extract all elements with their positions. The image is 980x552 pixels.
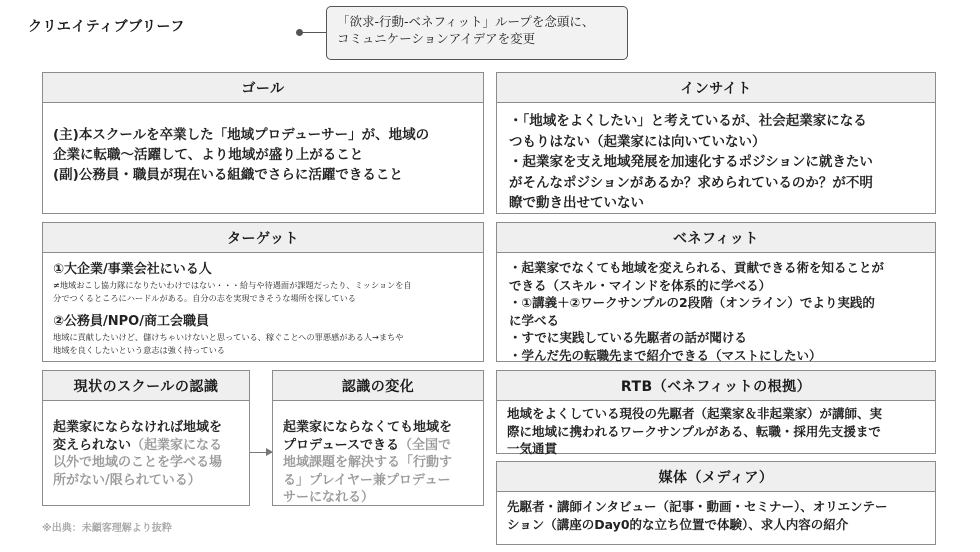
target-heading: ターゲット	[43, 223, 483, 253]
rtb-line: 地域をよくしている現役の先駆者（起業家＆非起業家）が講師、実	[507, 406, 883, 421]
page-title: クリエイティブブリーフ	[28, 19, 185, 35]
benefit-line: ・起業家でなくても地域を変えられる、貢献できる術を知ることが	[509, 260, 885, 275]
target-body	[43, 253, 483, 356]
goal-body	[43, 103, 483, 185]
goal-heading: ゴール	[43, 73, 483, 103]
change-line-gray: 地域課題を解決する「行動す	[283, 455, 453, 470]
benefit-body	[497, 253, 935, 365]
media-line: ション（講座のDay0的な立ち位置で体験）、求人内容の紹介	[507, 517, 849, 532]
benefit-line: ・すでに実践している先駆者の話が聞ける	[509, 330, 747, 346]
change-line-gray: （全国で	[398, 437, 451, 453]
target-item2-title: ②公務員/NPO/商工会職員	[53, 314, 209, 329]
target-item1-title: ①大企業/事業会社にいる人	[53, 262, 212, 277]
benefit-line: ・学んだ先の転職先まで紹介できる（マストにしたい）	[509, 347, 822, 363]
insight-line: 瞭で動き出せていない	[509, 195, 644, 211]
change-line-dark: プロデュースできる	[283, 437, 399, 453]
target-item2-line: 地域に貢献したいけど、儲けちゃいけないと思っている、稼ぐことへの罪悪感がある人→まちや	[53, 332, 404, 342]
media-box	[496, 461, 936, 545]
insight-line: つもりはない（起業家には向いていない）	[509, 133, 766, 150]
goal-line: (副)公務員・職員が現在いる組織でさらに活躍できること	[53, 167, 403, 183]
benefit-line: できる（スキル・マインドを体系的に学べる）	[509, 277, 772, 293]
current-perception-box	[42, 370, 250, 506]
rtb-body	[497, 401, 935, 458]
goal-line: 企業に転職〜活躍して、より地域が盛り上がること	[53, 147, 364, 163]
benefit-line: に学べる	[509, 312, 560, 328]
goal-box	[42, 72, 484, 214]
media-line: 先駆者・講師インタビュー（記事・動画・セミナー）、オリエンテー	[507, 499, 888, 514]
rtb-line: 際に地域に携われるワークサンプルがある、転職・採用先支援まで	[507, 423, 881, 439]
insight-box	[496, 72, 936, 214]
change-line: 起業家にならなくても地域を	[283, 420, 453, 435]
source-note: ※出典：未顧客理解より抜粋	[42, 523, 172, 534]
perception-change-box	[272, 370, 484, 506]
insight-line: がそんなポジションがあるか？求められているのか？が不明	[509, 174, 873, 191]
target-item1-line: 分でつくるところにハードルがある。自分の志を実現できそうな場所を探している	[53, 292, 356, 303]
callout-note	[326, 6, 628, 60]
goal-line: (主)本スクールを卒業した「地域プロデューサー」が、地域の	[53, 127, 430, 143]
insight-line: ・起業家を支え地域発展を加速化するポジションに就きたい	[509, 154, 873, 170]
current-perception-body	[43, 401, 249, 489]
benefit-line: ・①講義＋②ワークサンプルの2段階（オンライン）でより実践的	[509, 295, 875, 311]
current-line-gray: （起業家になる	[131, 437, 223, 453]
rtb-line: 一気通貫	[507, 441, 558, 456]
current-line-gray: 以外で地域のことを学べる場	[53, 455, 223, 470]
callout-line-1: 「欲求-行動-ベネフィット」ループを念頭に、	[337, 14, 595, 29]
insight-line: ・「地域をよくしたい」と考えているが、社会起業家になる	[509, 113, 867, 129]
target-box	[42, 222, 484, 362]
change-line-gray: る」プレイヤー兼プロデュー	[283, 472, 451, 488]
benefit-heading: ベネフィット	[497, 223, 935, 253]
media-body	[497, 492, 935, 534]
insight-body	[497, 103, 935, 214]
media-heading: 媒体（メディア）	[497, 462, 935, 492]
rtb-box	[496, 370, 936, 454]
perception-change-body	[273, 401, 483, 507]
current-perception-heading: 現状のスクールの認識	[43, 371, 249, 401]
insight-heading: インサイト	[497, 73, 935, 103]
callout-connector-line	[300, 32, 326, 33]
callout-line-2: コミュニケーションアイデアを変更	[337, 31, 536, 46]
target-item2-line: 地域を良くしたいという意志は強く持っている	[53, 344, 225, 355]
current-line-dark: 変えられない	[53, 437, 132, 453]
rtb-heading: RTB（ベネフィットの根拠）	[497, 371, 935, 401]
target-item1-line: ≠地域おこし協力隊になりたいわけではない・・・給与や待遇面が課題だったり、ミッションを自	[53, 280, 412, 290]
perception-change-heading: 認識の変化	[273, 371, 483, 401]
benefit-box	[496, 222, 936, 362]
change-line-gray: サーになれる）	[283, 490, 375, 505]
current-line-gray: 所がない/限られている）	[53, 472, 201, 488]
current-line: 起業家にならなければ地域を	[53, 420, 223, 435]
